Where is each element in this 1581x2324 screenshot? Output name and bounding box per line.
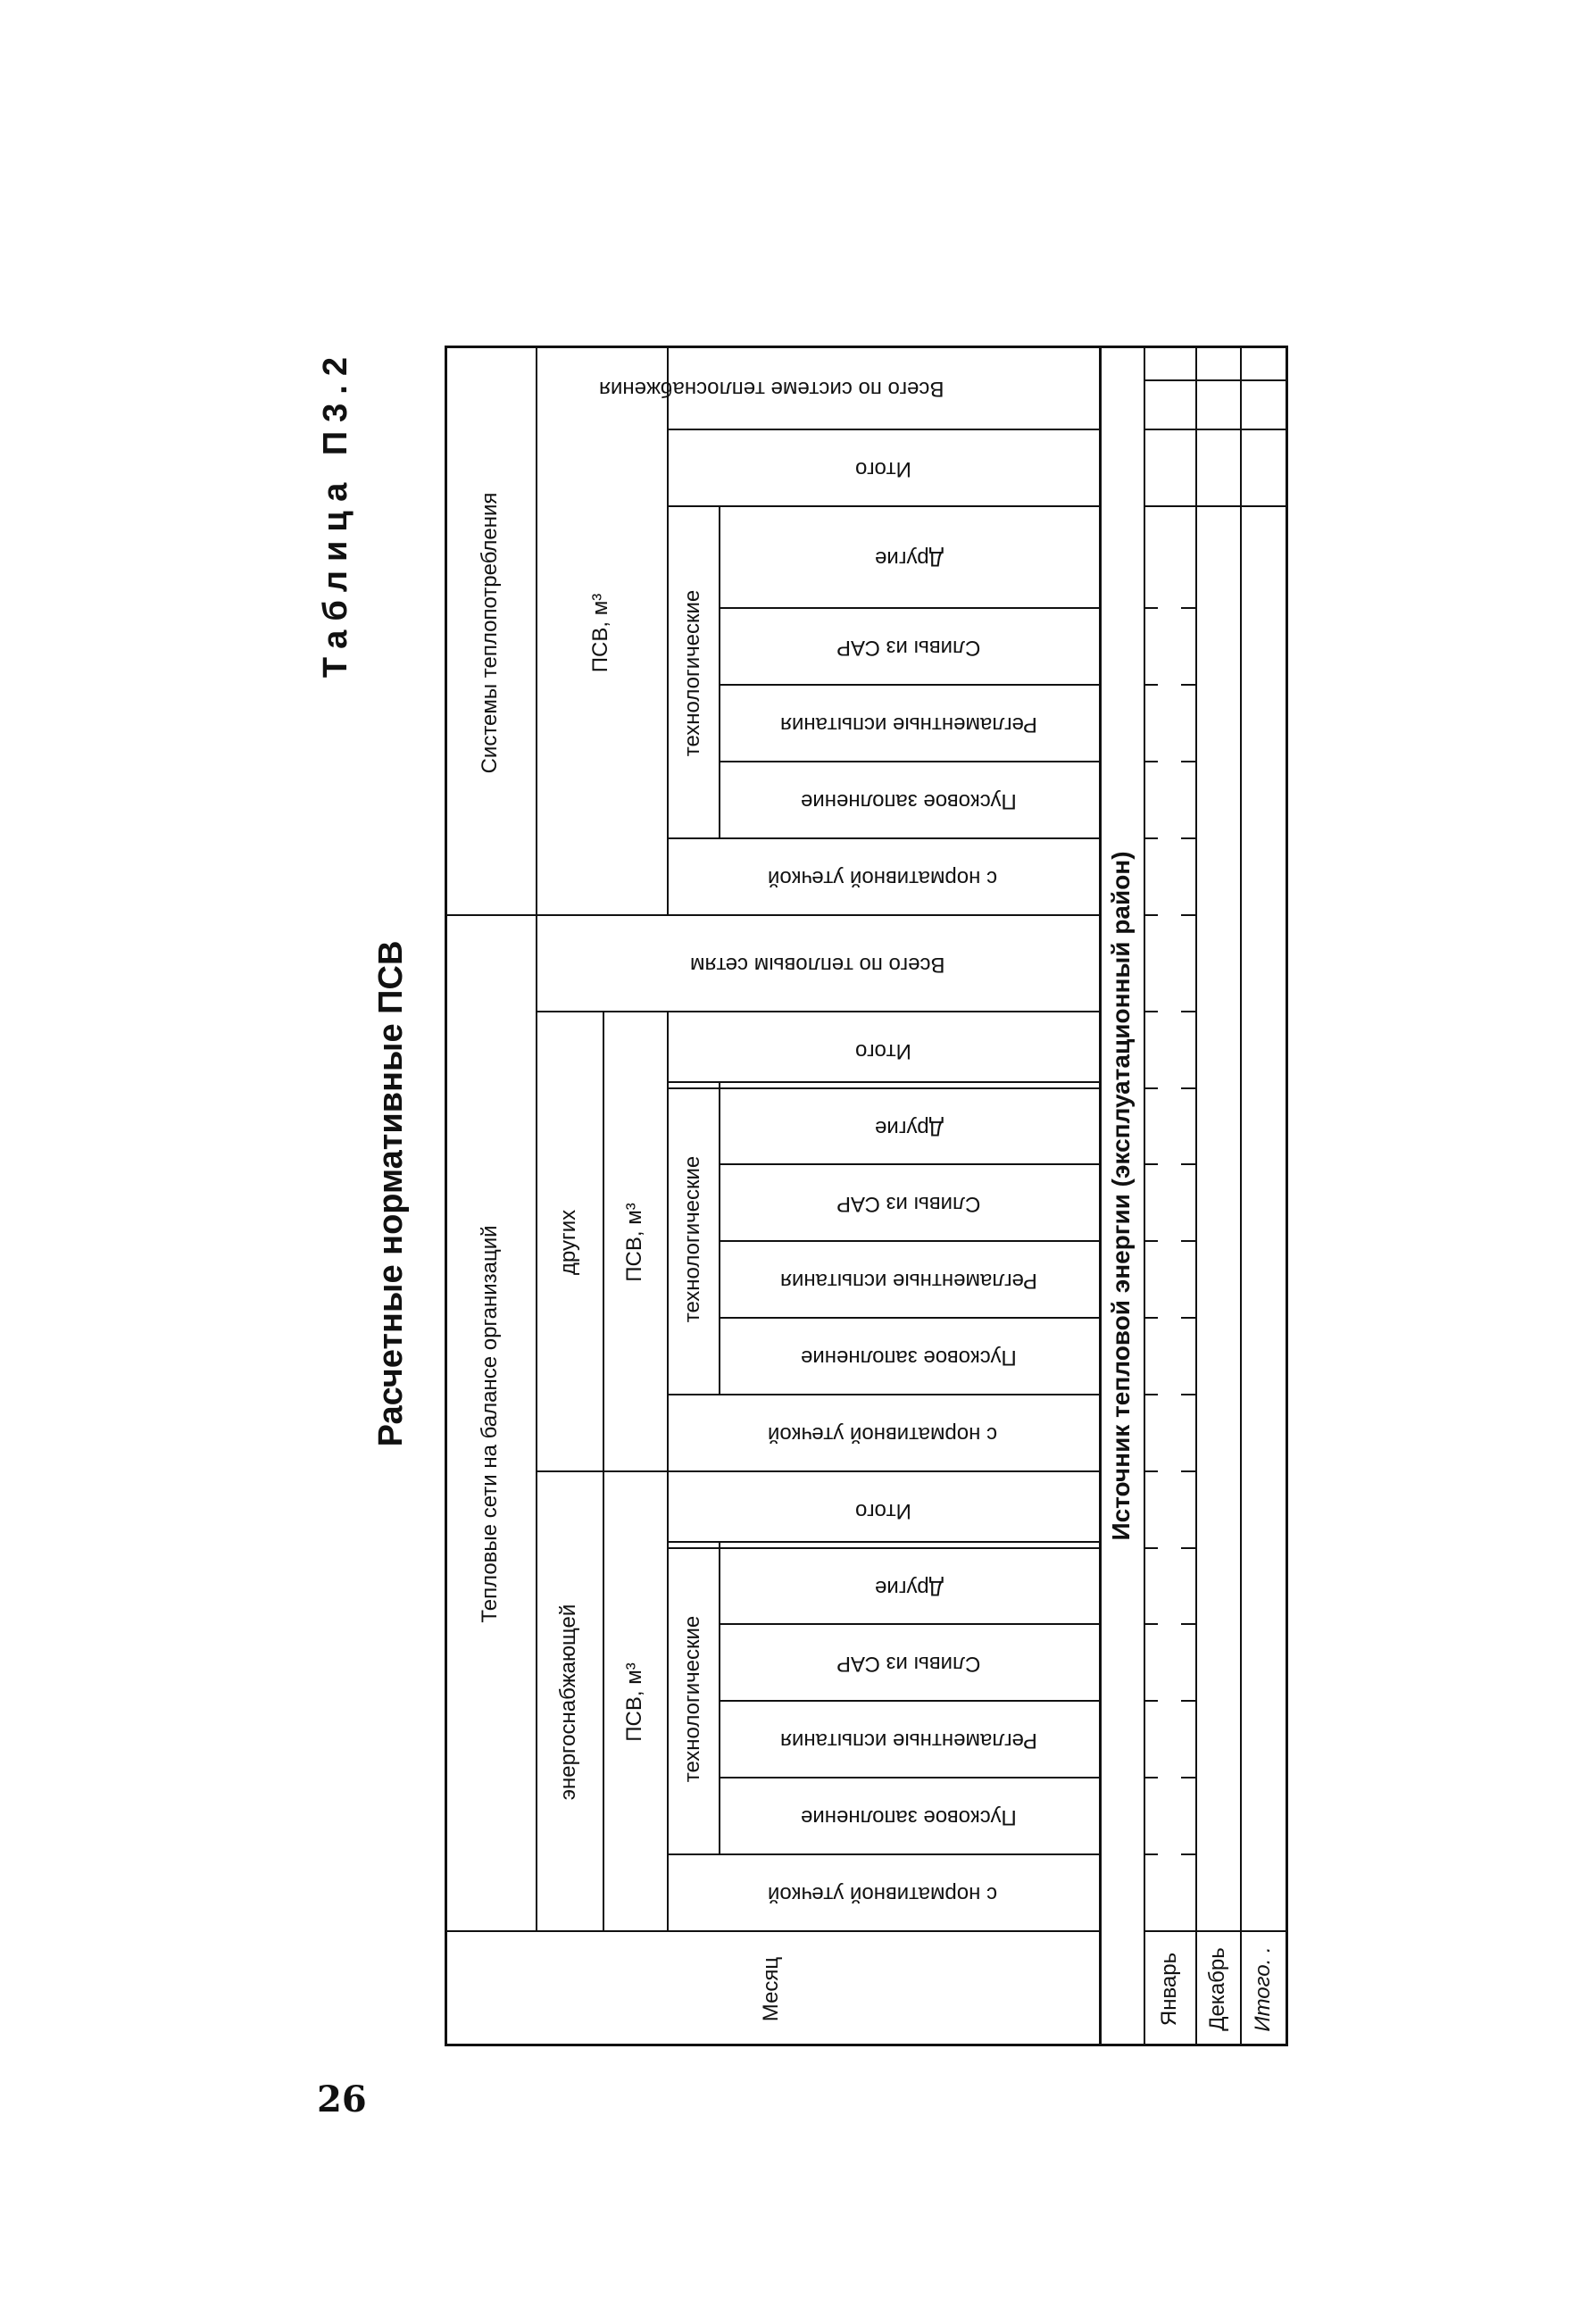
- grid-line: [1144, 837, 1158, 839]
- col-header-text: с нормативной утечкой: [768, 866, 998, 891]
- header-tech-systems: технологические: [679, 589, 704, 757]
- row-label-december: Декабрь: [1204, 1947, 1229, 2031]
- psv-table: [445, 346, 1288, 2046]
- section-title: Источник тепловой энергии (эксплуатационный район): [1107, 851, 1136, 1541]
- col-header-regulatory-tests: [719, 1702, 1099, 1778]
- grid-line: [1144, 1700, 1158, 1702]
- col-header-text: Пусковое заполнение: [801, 1345, 1017, 1370]
- col-header-text: Регламентные испытания: [780, 712, 1037, 737]
- grid-line: [1195, 346, 1197, 2046]
- col-header-text: Другие: [874, 1115, 944, 1140]
- grid-line: [1181, 1240, 1195, 1242]
- header-psv-m3-systems: ПСВ, м³: [588, 593, 613, 673]
- grid-line: [1144, 684, 1158, 686]
- col-header-text: Сливы из САР: [836, 1652, 981, 1677]
- grid-line: [1181, 1394, 1195, 1395]
- col-header-text: Сливы из САР: [836, 636, 981, 661]
- grid-line: [1144, 1317, 1158, 1319]
- rotated-content: [317, 341, 1317, 2046]
- grid-line: [1181, 1087, 1195, 1089]
- col-header-text: Итого: [854, 457, 911, 482]
- grid-line: [1181, 1470, 1195, 1472]
- col-header-text: Регламентные испытания: [780, 1728, 1037, 1753]
- grid-line: [1181, 761, 1195, 762]
- header-psv-m3-energy: ПСВ, м³: [621, 1662, 646, 1742]
- col-header-text: Регламентные испытания: [780, 1269, 1037, 1294]
- col-header-normative-leak: [667, 1395, 1099, 1472]
- grid-line: [1181, 1547, 1195, 1549]
- header-consumption-systems: Системы теплопотребления: [477, 492, 502, 774]
- grid-line: [1144, 1470, 1158, 1472]
- table-label: Таблица П3.2: [317, 348, 354, 679]
- grid-line: [1144, 429, 1288, 430]
- col-header-total: [667, 430, 1099, 507]
- col-header-other: [719, 1089, 1099, 1165]
- grid-line: [1144, 1394, 1158, 1395]
- grid-line: [1144, 607, 1158, 609]
- col-header-other: [719, 507, 1099, 609]
- col-header-startup-filling: [719, 762, 1099, 839]
- col-header-normative-leak: [667, 1855, 1099, 1932]
- col-header-text: Другие: [874, 546, 944, 571]
- grid-line: [1181, 1317, 1195, 1319]
- grid-line: [1181, 1623, 1195, 1625]
- col-header-text: с нормативной утечкой: [768, 1422, 998, 1447]
- col-header-other: [719, 1549, 1099, 1625]
- col-header-text: Другие: [874, 1575, 944, 1600]
- grid-line: [1144, 346, 1145, 2046]
- row-label-total: Итого. .: [1250, 1946, 1275, 2032]
- col-header-normative-leak: [667, 839, 1099, 916]
- header-energy-supplier: энергоснабжающей: [556, 1603, 581, 1801]
- col-header-text: с нормативной утечкой: [768, 1882, 998, 1907]
- grid-line: [1181, 607, 1195, 609]
- header-tech-energy: технологические: [679, 1615, 704, 1783]
- grid-line: [1181, 837, 1195, 839]
- col-header-total-heat-supply-system: [445, 346, 1099, 430]
- col-header-regulatory-tests: [719, 686, 1099, 762]
- col-header-startup-filling: [719, 1319, 1099, 1395]
- header-month: Месяц: [759, 1956, 784, 2022]
- col-header-regulatory-tests: [719, 1242, 1099, 1319]
- page-number: 26: [317, 2078, 367, 2120]
- grid-line: [1144, 1777, 1158, 1778]
- grid-line: [1144, 1547, 1158, 1549]
- col-header-text: Пусковое заполнение: [801, 1805, 1017, 1830]
- grid-line: [1144, 1087, 1158, 1089]
- col-header-sar-drains: [719, 1625, 1099, 1702]
- col-header-total: [667, 1012, 1099, 1089]
- grid-line: [1144, 1011, 1158, 1012]
- grid-line: [1181, 1163, 1195, 1165]
- header-heat-networks: Тепловые сети на балансе организаций: [477, 1225, 502, 1623]
- grid-line: [1181, 914, 1195, 916]
- col-header-sar-drains: [719, 609, 1099, 686]
- grid-line: [1181, 1777, 1195, 1778]
- col-header-total: [667, 1472, 1099, 1549]
- grid-line: [1144, 761, 1158, 762]
- grid-line: [1181, 1700, 1195, 1702]
- col-header-text: Всего по системе теплоснабжения: [599, 376, 944, 401]
- grid-line: [1144, 1163, 1158, 1165]
- col-header-text: Итого: [854, 1039, 911, 1064]
- table-title: Расчетные нормативные ПСВ: [372, 940, 410, 1447]
- col-header-text: Итого: [854, 1499, 911, 1524]
- col-header-text: Пусковое заполнение: [801, 789, 1017, 814]
- grid-line: [1144, 1240, 1158, 1242]
- col-header-sar-drains: [719, 1165, 1099, 1242]
- grid-line: [1144, 505, 1288, 507]
- row-label-january: Январь: [1156, 1952, 1181, 2027]
- grid-line: [1181, 684, 1195, 686]
- col-header-startup-filling: [719, 1778, 1099, 1855]
- grid-line: [1240, 346, 1242, 2046]
- grid-line: [1181, 1853, 1195, 1855]
- col-header-total-heat-networks: [536, 916, 1099, 1012]
- grid-line: [1144, 1623, 1158, 1625]
- grid-line: [1144, 379, 1288, 381]
- col-header-text: Всего по тепловым сетям: [689, 953, 945, 978]
- header-psv-m3-others: ПСВ, м³: [621, 1203, 646, 1282]
- header-others: других: [556, 1209, 581, 1276]
- header-tech-others: технологические: [679, 1155, 704, 1323]
- grid-line: [1181, 1011, 1195, 1012]
- grid-line: [1144, 1853, 1158, 1855]
- table-border-bottom: [1286, 346, 1288, 2046]
- grid-line: [1144, 914, 1158, 916]
- col-header-text: Сливы из САР: [836, 1192, 981, 1217]
